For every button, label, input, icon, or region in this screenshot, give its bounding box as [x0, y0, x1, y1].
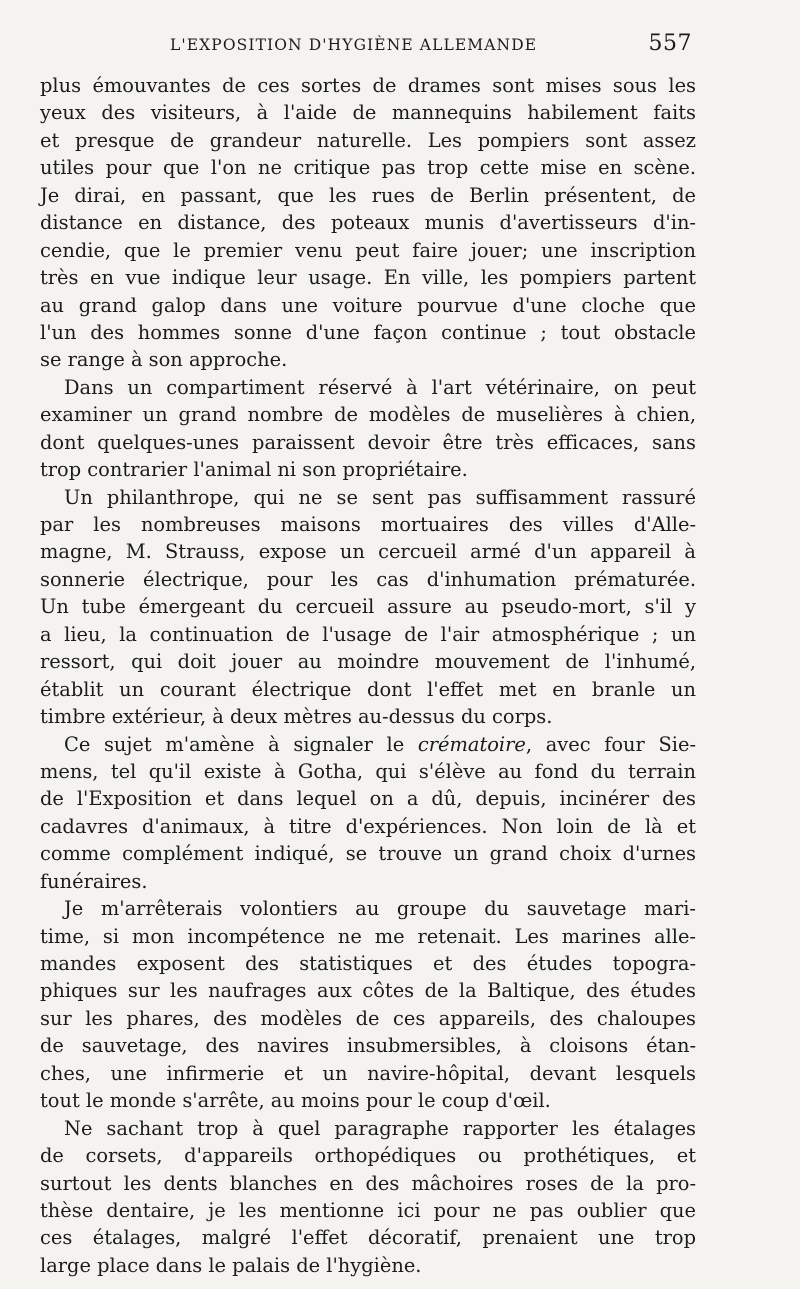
- text-line: utiles pour que l'on ne critique pas trop cette mise en scène.: [40, 156, 696, 180]
- text-line: établit un courant électrique dont l'effet met en branle un: [40, 677, 696, 701]
- text-line: mens, tel qu'il existe à Gotha, qui s'élève au fond du terrain: [40, 759, 696, 783]
- text-line: mandes exposent des statistiques et des études topogra-: [40, 952, 696, 975]
- text-line: large place dans le palais de l'hygiène.: [40, 1253, 422, 1277]
- text-line: Je dirai, en passant, que les rues de Berlin présentent, de: [40, 183, 696, 207]
- text-line: plus émouvantes de ces sortes de drames sont mises sous les: [40, 74, 696, 97]
- italic-term: crématoire: [417, 732, 526, 756]
- text-line: trop contrarier l'animal ni son propriétaire.: [40, 458, 468, 482]
- text-line: time, si mon incompétence ne me retenait. Les marines alle-: [40, 924, 696, 948]
- text-line: au grand galop dans une voiture pourvue d'une cloche que: [40, 293, 696, 317]
- text-line: de corsets, d'appareils orthopédiques ou prothétiques, et: [40, 1144, 696, 1168]
- running-title: L'EXPOSITION D'HYGIÈNE ALLEMANDE: [170, 36, 538, 54]
- text-line: ches, une infirmerie et un navire-hôpital, devant lesquels: [40, 1061, 696, 1085]
- text-line: de l'Exposition et dans lequel on a dû, depuis, incinérer des: [40, 787, 696, 811]
- text-line: comme complément indiqué, se trouve un grand choix d'urnes: [40, 842, 696, 866]
- text-line: cadavres d'animaux, à titre d'expériences. Non loin de là et: [40, 814, 696, 838]
- text-line: sur les phares, des modèles de ces appareils, des chaloupes: [40, 1006, 696, 1030]
- text-line: Un philanthrope, qui ne se sent pas suffisamment rassuré: [64, 485, 696, 509]
- text-line: par les nombreuses maisons mortuaires des villes d'Alle-: [40, 513, 696, 536]
- text-line: yeux des visiteurs, à l'aide de mannequins habilement faits: [40, 101, 696, 125]
- page-number: 557: [648, 31, 692, 56]
- text-line-segment: Ce sujet m'amène à signaler le: [64, 732, 418, 756]
- text-line: [40, 731, 696, 758]
- text-line: Un tube émergeant du cercueil assure au pseudo-mort, s'il y: [40, 595, 696, 619]
- text-line-segment: , avec four Sie-: [525, 732, 696, 756]
- text-line: timbre extérieur, à deux mètres au-dessus du corps.: [40, 705, 553, 729]
- text-line: Je m'arrêterais volontiers au groupe du sauvetage mari-: [64, 897, 696, 921]
- text-line: a lieu, la continuation de l'usage de l'air atmosphérique ; un: [40, 622, 696, 646]
- text-line: distance en distance, des poteaux munis d'avertisseurs d'in-: [40, 211, 696, 235]
- text-line: cendie, que le premier venu peut faire jouer; une inscription: [40, 238, 696, 262]
- running-head: [40, 31, 696, 58]
- text-line: magne, M. Strauss, expose un cercueil armé d'un appareil à: [40, 540, 696, 564]
- text-line: thèse dentaire, je les mentionne ici pour ne pas oublier que: [40, 1198, 696, 1222]
- text-line: Ne sachant trop à quel paragraphe rapporter les étalages: [64, 1116, 696, 1140]
- text-line: tout le monde s'arrête, au moins pour le coup d'œil.: [40, 1089, 551, 1113]
- text-line: funéraires.: [40, 869, 148, 893]
- text-line: ces étalages, malgré l'effet décoratif, prenaient une trop: [40, 1226, 696, 1250]
- body-text: [40, 72, 696, 1279]
- text-line: se range à son approche.: [40, 348, 288, 372]
- text-line: examiner un grand nombre de modèles de muselières à chien,: [40, 403, 696, 427]
- text-line: de sauvetage, des navires insubmersibles, à cloisons étan-: [40, 1034, 696, 1058]
- text-line: et presque de grandeur naturelle. Les pompiers sont assez: [40, 128, 696, 152]
- text-line: dont quelques-unes paraissent devoir être très efficaces, sans: [40, 430, 696, 454]
- text-line: l'un des hommes sonne d'une façon continue ; tout obstacle: [40, 320, 696, 344]
- text-line: Dans un compartiment réservé à l'art vétérinaire, on peut: [64, 375, 696, 399]
- text-line: très en vue indique leur usage. En ville, les pompiers partent: [40, 266, 696, 290]
- text-line: phiques sur les naufrages aux côtes de la Baltique, des études: [40, 979, 696, 1003]
- text-line: sonnerie électrique, pour les cas d'inhumation prématurée.: [40, 567, 696, 591]
- text-line: surtout les dents blanches en des mâchoires roses de la pro-: [40, 1171, 696, 1195]
- text-line: ressort, qui doit jouer au moindre mouvement de l'inhumé,: [40, 650, 696, 674]
